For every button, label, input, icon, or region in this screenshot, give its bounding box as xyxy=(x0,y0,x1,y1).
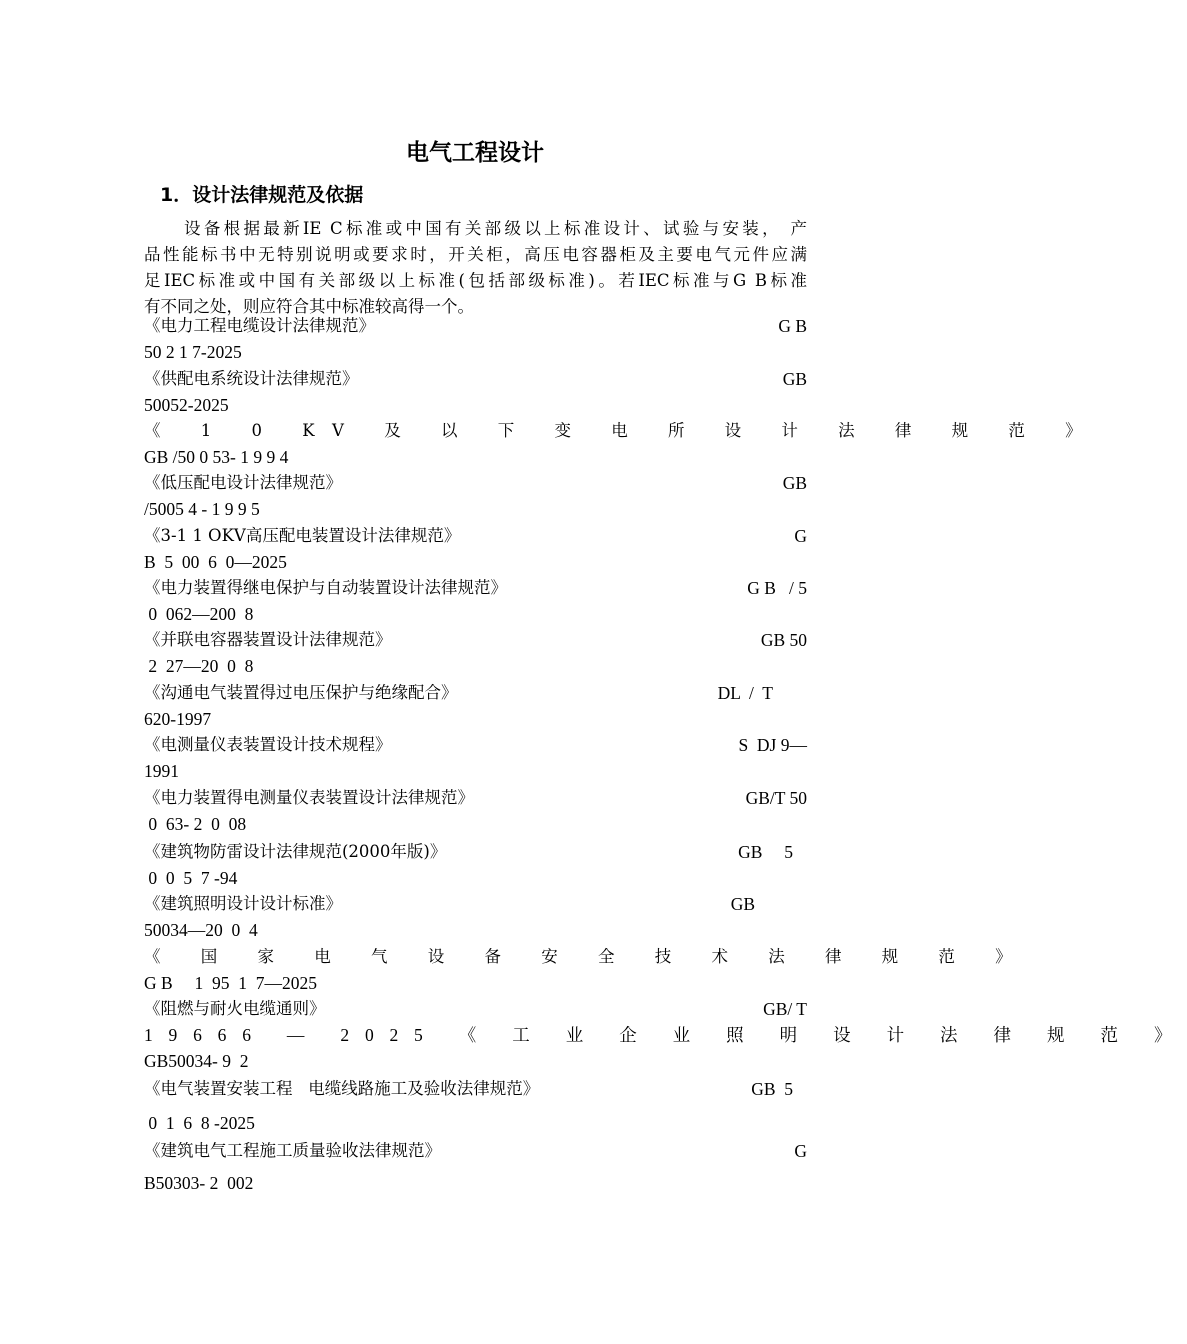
reference-code-start: GB xyxy=(782,369,807,389)
reference-code-end: /5005 4 - 1 9 9 5 xyxy=(144,499,260,519)
reference-code-start: G xyxy=(794,1141,807,1161)
reference-item xyxy=(144,944,1030,996)
reference-name: 《供配电系统设计法律规范》 xyxy=(144,369,359,388)
reference-item xyxy=(144,1076,807,1136)
reference-code-start: S DJ 9— xyxy=(738,735,807,755)
reference-name: 《 国 家 电 气 设 备 安 全 技 术 法 律 规 范 》 xyxy=(144,947,1030,966)
reference-item xyxy=(144,996,1187,1074)
reference-name: 《电力装置得电测量仪表装置设计法律规范》 xyxy=(144,788,474,807)
reference-item xyxy=(144,470,807,522)
reference-code-end: 0 062—200 8 xyxy=(144,604,254,624)
reference-item xyxy=(144,839,807,891)
reference-code-start: GB 50 xyxy=(760,630,807,650)
reference-code-start: G xyxy=(794,526,807,546)
reference-code-start: DL / T xyxy=(717,683,773,703)
reference-item xyxy=(144,523,807,575)
reference-item xyxy=(144,627,807,679)
reference-name: 《 1 0 KV 及 以 下 变 电 所 设 计 法 律 规 范 》 xyxy=(144,421,1100,440)
reference-code-end: 50034—20 0 4 xyxy=(144,920,258,940)
reference-item xyxy=(144,575,807,627)
reference-name: 《电力装置得继电保护与自动装置设计法律规范》 xyxy=(144,578,507,597)
intro-line: 设备根据最新IE C标准或中国有关部级以上标准设计、试验与安装， 产 xyxy=(184,219,807,238)
reference-code-start: GB/ T xyxy=(763,999,807,1019)
reference-item xyxy=(144,785,807,837)
reference-code-start: G B xyxy=(778,316,807,336)
reference-code-end: 620-1997 xyxy=(144,709,212,729)
reference-code-end: 0 0 5 7 -94 xyxy=(144,868,238,888)
reference-item xyxy=(144,680,807,732)
reference-name: 《建筑电气工程施工质量验收法律规范》 xyxy=(144,1141,441,1160)
reference-name: 《并联电容器装置设计法律规范》 xyxy=(144,630,392,649)
reference-item xyxy=(144,366,807,418)
reference-code-start: GB xyxy=(782,473,807,493)
intro-line: 品性能标书中无特别说明或要求时，开关柜，高压电容器柜及主要电气元件应满 xyxy=(144,245,807,264)
reference-item xyxy=(144,732,807,784)
reference-code-start: G B / 5 xyxy=(747,578,807,598)
reference-name: 《电测量仪表装置设计技术规程》 xyxy=(144,735,392,754)
reference-code-start: GB 5 xyxy=(738,842,793,862)
reference-code-end: 2 27—20 0 8 xyxy=(144,656,254,676)
reference-item xyxy=(144,1138,807,1196)
reference-name: 《电气装置安装工程 电缆线路施工及验收法律规范》 xyxy=(144,1079,540,1098)
reference-name-continued: 19666 — 2025 《 工 业 企 业 照 明 设 计 法 律 规 范 》 xyxy=(144,1025,1187,1045)
reference-code-end: 50 2 1 7-2025 xyxy=(144,342,242,362)
reference-code-end: 1991 xyxy=(144,761,179,781)
reference-name: 《阻燃与耐火电缆通则》 xyxy=(144,999,326,1018)
reference-code-end: 0 1 6 8 -2025 xyxy=(144,1113,255,1133)
reference-name: 《建筑照明设计设计标准》 xyxy=(144,894,342,913)
intro-line: 足IEC标准或中国有关部级以上标准(包括部级标准)。若IEC标准与G B标准 xyxy=(144,271,807,290)
reference-name: 《建筑物防雷设计法律规范(2000年版)》 xyxy=(144,842,447,861)
intro-paragraph xyxy=(144,216,807,320)
page-title: 电气工程设计 xyxy=(406,140,544,166)
reference-code-end: 50052-2025 xyxy=(144,395,229,415)
reference-code-start: GB/T 50 xyxy=(745,788,807,808)
reference-code-end: GB50034- 9 2 xyxy=(144,1051,249,1071)
reference-code-end: G B 1 95 1 7—2025 xyxy=(144,973,318,993)
reference-name: 《低压配电设计法律规范》 xyxy=(144,473,342,492)
reference-code-end: B 5 00 6 0—2025 xyxy=(144,552,287,572)
section-heading: 1．设计法律规范及依据 xyxy=(160,184,364,206)
reference-item xyxy=(144,313,807,365)
reference-code-start: GB 5 xyxy=(751,1079,793,1099)
intro-line: 有不同之处，则应符合其中标准较高得一个。 xyxy=(144,297,474,316)
reference-name: 《沟通电气装置得过电压保护与绝缘配合》 xyxy=(144,683,458,702)
reference-code-start: GB xyxy=(730,894,755,914)
reference-code-end: GB /50 0 53- 1 9 9 4 xyxy=(144,447,289,467)
reference-item xyxy=(144,418,1100,470)
reference-code-end: B50303- 2 002 xyxy=(144,1173,254,1193)
reference-item xyxy=(144,891,807,943)
reference-code-end: 0 63- 2 0 08 xyxy=(144,814,247,834)
reference-name: 《电力工程电缆设计法律规范》 xyxy=(144,316,375,335)
reference-name: 《3-1 1 OKV高压配电装置设计法律规范》 xyxy=(144,526,461,545)
